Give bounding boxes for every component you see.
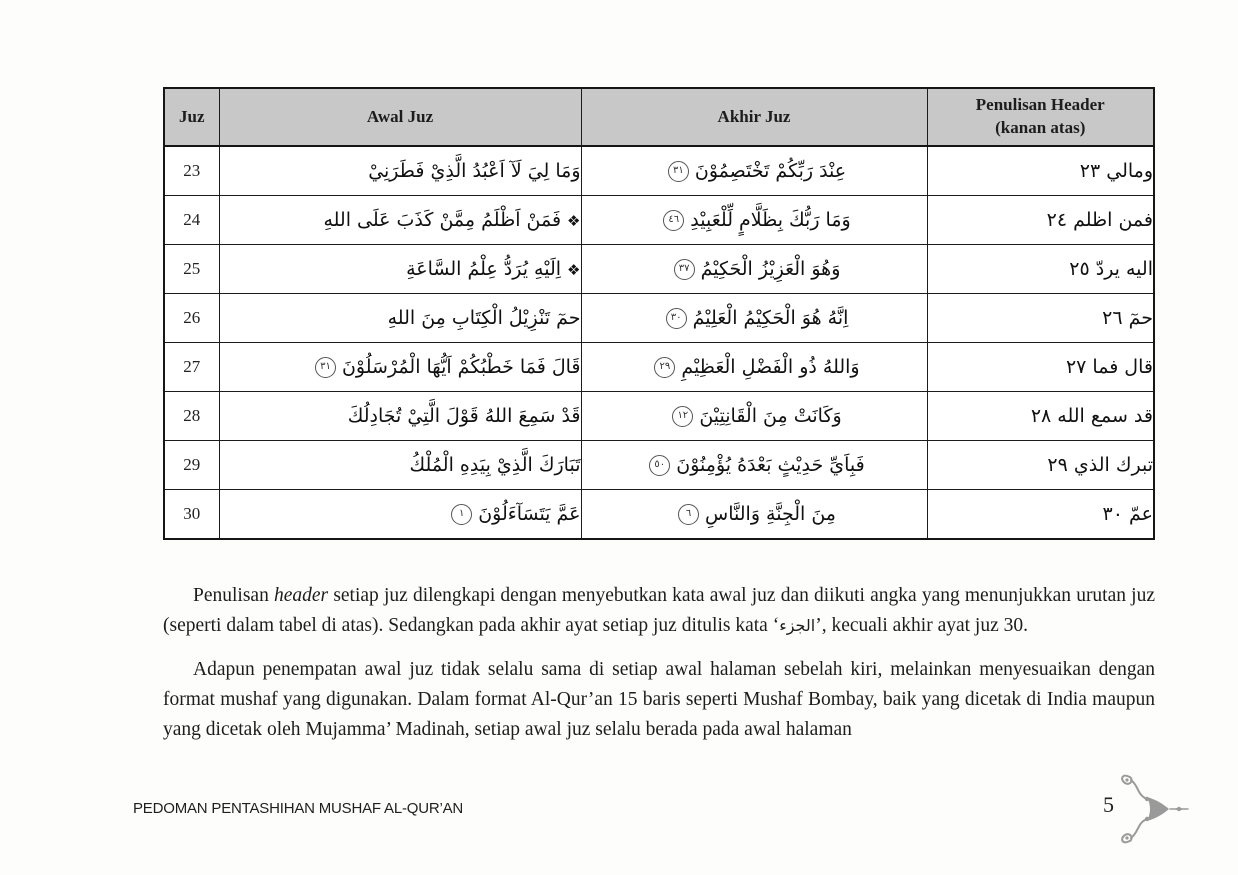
akhir-juz-text: عِنْدَ رَبِّكُمْ تَخْتَصِمُوْنَ [694,160,847,182]
awal-juz-text: قَدْ سَمِعَ اللهُ قَوْلَ الَّتِيْ تُجَادِلُكَ [347,405,581,427]
p1-italic-header: header [274,585,329,606]
awal-juz-cell [219,343,581,392]
akhir-juz-text: مِنَ الْجِنَّةِ وَالنَّاسِ [705,503,836,525]
penulisan-header-cell: عمّ ٣٠ [927,490,1154,540]
ayah-end-marker: ٤٦ [663,210,684,231]
table-row [164,441,1154,490]
akhir-juz-cell [581,146,927,196]
awal-juz-text: اِلَيْهِ يُرَدُّ عِلْمُ السَّاعَةِ [406,258,562,280]
ayah-end-marker: ٥٠ [649,455,670,476]
ayah-end-marker: ١٢ [672,406,693,427]
header-row [164,88,1154,146]
penulisan-header-cell: ومالي ٢٣ [927,146,1154,196]
akhir-juz-cell [581,441,927,490]
penulisan-header-cell: اليه يردّ ٢٥ [927,245,1154,294]
awal-juz-cell [219,146,581,196]
page-ornament-flourish-icon [1118,768,1190,855]
awal-juz-cell [219,294,581,343]
page-number: 5 [1103,792,1114,817]
juz-number-cell: 29 [164,441,219,490]
awal-juz-text: حمٓ تَنْزِيْلُ الْكِتَابِ مِنَ اللهِ [387,307,581,329]
ayah-end-marker: ٣١ [315,357,336,378]
juz-table [163,87,1155,540]
awal-juz-text: قَالَ فَمَا خَطْبُكُمْ اَيُّهَا الْمُرْسَلُوْنَ [341,356,581,378]
table-row [164,343,1154,392]
rub-el-hizb-icon: ❖ [567,260,581,279]
ayah-end-marker: ٣١ [668,161,689,182]
awal-juz-text: فَمَنْ اَظْلَمُ مِمَّنْ كَذَبَ عَلَى اللهِ [323,209,562,231]
penulisan-header-cell: حمٓ ٢٦ [927,294,1154,343]
penulisan-header-cell: تبرك الذي ٢٩ [927,441,1154,490]
penulisan-header-cell: قال فما ٢٧ [927,343,1154,392]
juz-number-cell: 23 [164,146,219,196]
col-header-akhir-juz: Akhir Juz [581,88,927,146]
akhir-juz-cell [581,245,927,294]
juz-number-cell: 26 [164,294,219,343]
p1-lead: Penulisan [193,585,274,606]
col-header-awal-juz: Awal Juz [219,88,581,146]
juz-number-cell: 27 [164,343,219,392]
akhir-juz-text: وَمَا رَبُّكَ بِظَلَّامٍ لِّلْعَبِيْدِ [690,209,851,231]
akhir-juz-text: وَهُوَ الْعَزِيْزُ الْحَكِيْمُ [700,258,841,280]
awal-juz-cell [219,196,581,245]
p1-mid: setiap juz dilengkapi dengan menyebutkan kata awal juz dan diikuti angka yang menunjukkan urutan juz (seperti dalam tabel di atas). Sedangkan pada akhir ayat setiap juz ditulis kata ‘ [163,585,1155,636]
penulisan-header-cell: قد سمع الله ٢٨ [927,392,1154,441]
juz-table-header [164,88,1154,146]
akhir-juz-cell [581,294,927,343]
akhir-juz-cell [581,490,927,540]
table-row [164,146,1154,196]
akhir-juz-cell [581,392,927,441]
ayah-end-marker: ١ [451,504,472,525]
awal-juz-text: وَمَا لِيَ لَآ اَعْبُدُ الَّذِيْ فَطَرَنِيْ [368,160,581,182]
juz-number-cell: 25 [164,245,219,294]
akhir-juz-text: اِنَّهُ هُوَ الْحَكِيْمُ الْعَلِيْمُ [692,307,849,329]
akhir-juz-cell [581,196,927,245]
ayah-end-marker: ٣٠ [666,308,687,329]
col-header-penulisan [927,88,1154,146]
awal-juz-cell [219,490,581,540]
akhir-juz-text: وَاللهُ ذُو الْفَضْلِ الْعَظِيْمِ [681,356,860,378]
table-row [164,294,1154,343]
awal-juz-cell [219,392,581,441]
ayah-end-marker: ٢٩ [654,357,675,378]
table-body [164,146,1154,539]
juz-number-cell: 28 [164,392,219,441]
table-row [164,196,1154,245]
penulisan-header-cell: فمن اظلم ٢٤ [927,196,1154,245]
ayah-end-marker: ٦ [678,504,699,525]
awal-juz-cell [219,245,581,294]
col-header-juz: Juz [164,88,219,146]
body-text [163,581,1155,745]
paragraph-penempatan-awal-juz: Adapun penempatan awal juz tidak selalu sama di setiap awal halaman sebelah kiri, melainkan menyesuaikan dengan format mushaf yang digunakan. Dalam format Al-Qur’an 15 baris seperti Mushaf Bombay, baik yang dicetak di India maupun yang dicetak oleh Mujamma’ Madinah, setiap awal juz selalu berada pada awal halaman [163,659,1155,740]
paragraph-penulisan-header [163,581,1155,641]
juz-number-cell: 24 [164,196,219,245]
akhir-juz-cell [581,343,927,392]
akhir-juz-text: وَكَانَتْ مِنَ الْقَانِتِيْنَ [699,405,842,427]
footer-book-title: PEDOMAN PENTASHIHAN MUSHAF AL-QUR’AN [133,800,464,817]
inline-arabic-al-juz: الجزء [779,616,816,635]
juz-number-cell: 30 [164,490,219,540]
col-header-penulisan-line2: (kanan atas) [995,118,1086,137]
awal-juz-text: عَمَّ يَتَسَآءَلُوْنَ [478,503,581,525]
table-row [164,490,1154,540]
p1-tail: ’, kecuali akhir ayat juz 30. [815,615,1028,636]
col-header-penulisan-line1: Penulisan Header [975,95,1105,115]
awal-juz-cell [219,441,581,490]
ayah-end-marker: ٣٧ [674,259,695,280]
akhir-juz-text: فَبِاَيِّ حَدِيْثٍ بَعْدَهُ يُؤْمِنُوْنَ [676,454,865,476]
awal-juz-text: تَبَارَكَ الَّذِيْ بِيَدِهِ الْمُلْكُ [409,454,581,476]
table-row [164,392,1154,441]
table-row [164,245,1154,294]
rub-el-hizb-icon: ❖ [567,211,581,230]
